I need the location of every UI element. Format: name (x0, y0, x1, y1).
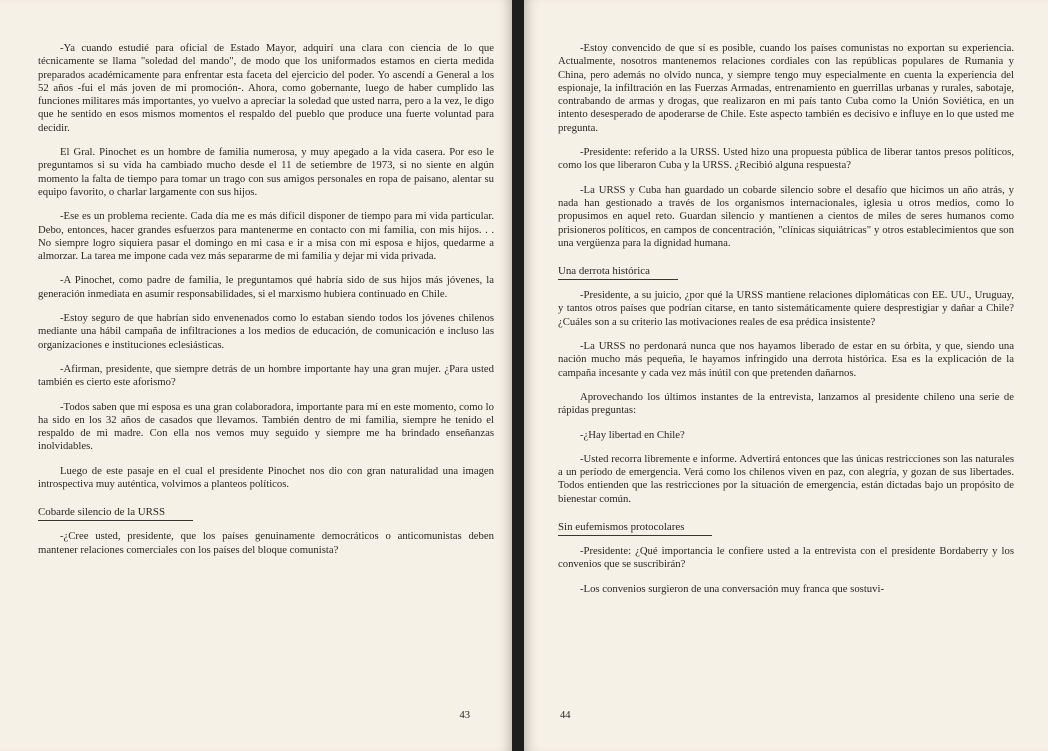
paragraph: -La URSS no perdonará nunca que nos hayamos liberado de estar en su órbita, y que, siendo una nación mucho más pequeña, le hayamos infringido una derrota histórica. Esa es la explicación de la campaña incesante y cada vez más inútil con que pretenden dañarnos. (558, 340, 1014, 379)
paragraph: -Los convenios surgieron de una conversación muy franca que sostuvi- (580, 582, 885, 595)
paragraph: Luego de este pasaje en el cual el presidente Pinochet nos dio con gran naturalidad una imagen introspectiva muy auténtica, volvimos a planteos políticos. (38, 464, 494, 491)
paragraph: -Presidente: referido a la URSS. Usted hizo una propuesta pública de liberar tantos presos políticos, como los que liberaron Cuba y la URSS. ¿Recibió alguna respuesta? (558, 146, 1014, 172)
section-heading: Cobarde silencio de la URSS (38, 505, 193, 521)
book-gutter (512, 0, 524, 751)
paragraph: -¿Hay libertad en Chile? (580, 428, 685, 441)
left-page (0, 0, 512, 751)
right-page (524, 0, 1048, 751)
paragraph: -Ese es un problema reciente. Cada día me es más difícil disponer de tiempo para mi vida particular. Debo, entonces, hacer grandes esfuerzos para mantenerme en contacto con mi familia, con mis hijos. . . No siempre logro siquiera pasar el domingo en mi casa e ir a misa con mi esposa e hijos, quedarme a almorzar. La tarea me impone cada vez más separarme de mi familia y dejar mi vida privada. (38, 210, 494, 263)
paragraph: -Estoy convencido de que sí es posible, cuando los países comunistas no exportan su experiencia. Actualmente, nosotros mantenemos relaciones cordiales con las repúblicas populares de Rumania y China, pero además no olvido nunca, y siempre tengo muy especialmente en cuenta la experiencia del espionaje, la infiltración en las Fuerzas Armadas, entrenamiento en guerrillas urbanas y rurales, sabotaje, contrabando de armas y drogas, que realizaron en mi país tanto Cuba como la Unión Soviética, en un intento desesperado de apoderarse de Chile. Este aspecto también es decisivo e influye en lo que usted me pregunta. (558, 42, 1014, 134)
paragraph: -Afirman, presidente, que siempre detrás de un hombre importante hay una gran mujer. ¿Para usted también es cierto este aforismo? (38, 362, 494, 389)
paragraph: -A Pinochet, como padre de familia, le preguntamos qué habría sido de sus hijos más jóvenes, la generación inmediata en asumir responsabilidades, si el marxismo hubiera continuado en Chile. (38, 274, 494, 300)
paragraph: -Ya cuando estudié para oficial de Estado Mayor, adquirí una clara con ciencia de lo que técnicamente se llama "soledad del mando", de modo que los uniformados estamos en cierta medida preparados académicamente para enfrentar esta faceta del ejercicio del poder. Yo ascendí a General a los 52 años -fui el más joven de mi promoción-. Ahora, como gobernante, luego de haber cumplido las funciones militares más importantes, yo vuelvo a apreciar la soledad que usted narra, pero a la vez, le digo que he sentido en esos mismos momentos el respaldo del pueblo que produce una fuerte voluntad para decidir. (38, 42, 494, 134)
paragraph: -Estoy seguro de que habrían sido envenenados como lo estaban siendo todos los jóvenes chilenos mediante una hábil campaña de infiltraciones a los medios de educación, de comunicación e incluso las organizaciones e instituciones eclesiásticas. (38, 312, 494, 351)
paragraph: -Usted recorra libremente e informe. Advertirá entonces que las únicas restricciones son las naturales a un período de emergencia. Verá como los chilenos viven en paz, con alegría, y gozan de sus libertades. Todos entienden que las restricciones por la situación de emergencia, están dictadas bajo un propósito de bienestar común. (558, 452, 1014, 505)
paragraph: -Presidente: ¿Qué importancia le confiere usted a la entrevista con el presidente Bordaberry y los convenios que se suscribirán? (558, 545, 1014, 571)
paragraph: El Gral. Pinochet es un hombre de familia numerosa, y muy apegado a la vida casera. Por eso le preguntamos si su vida ha cambiado mucho desde el 11 de setiembre de 1973, si no siente en algún momento la falta de tiempo para tomar un trago con sus amigos personales en ropa de paisano, alentar su equipo favorito, o charlar largamente con sus hijos. (38, 146, 494, 198)
paragraph: -Presidente, a su juicio, ¿por qué la URSS mantiene relaciones diplomáticas con EE. UU., Uruguay, y tantos otros países que podrían citarse, en tanto sistemáticamente quiere desprestigiar y dañar a Chile? ¿Cuáles son a su criterio las motivaciones reales de esa prédica insistente? (558, 289, 1014, 328)
paragraph: -¿Cree usted, presidente, que los países genuinamente democráticos o anticomunistas deben mantener relaciones comerciales con los países del bloque comunista? (38, 530, 494, 556)
page-number: 43 (459, 710, 470, 721)
page-number: 44 (560, 710, 571, 721)
paragraph: Aprovechando los últimos instantes de la entrevista, lanzamos al presidente chileno una serie de rápidas preguntas: (558, 390, 1014, 417)
section-heading: Sin eufemismos protocolares (558, 520, 712, 536)
section-heading: Una derrota histórica (558, 264, 678, 280)
paragraph: -Todos saben que mi esposa es una gran colaboradora, importante para mí en este momento, como lo ha sido en los 32 años de casados que llevamos. También dentro de mi familia, siempre he tenido el respaldo de mi madre. Con ella nos vemos muy seguido y siempre me ha brindado enseñanzas inolvidables. (38, 400, 494, 453)
paragraph: -La URSS y Cuba han guardado un cobarde silencio sobre el desafío que hicimos un año atrás, y nada han gestionado a través de los organismos internacionales, iglesia u otros medios, como lo propusimos en aquel reto. Guardan silencio y mantienen a cientos de miles de seres humanos como prisioneros políticos, en campos de concentración, "clínicas siquiátricas" y otros establecimientos que son una vergüenza para la dignidad humana. (558, 183, 1014, 249)
